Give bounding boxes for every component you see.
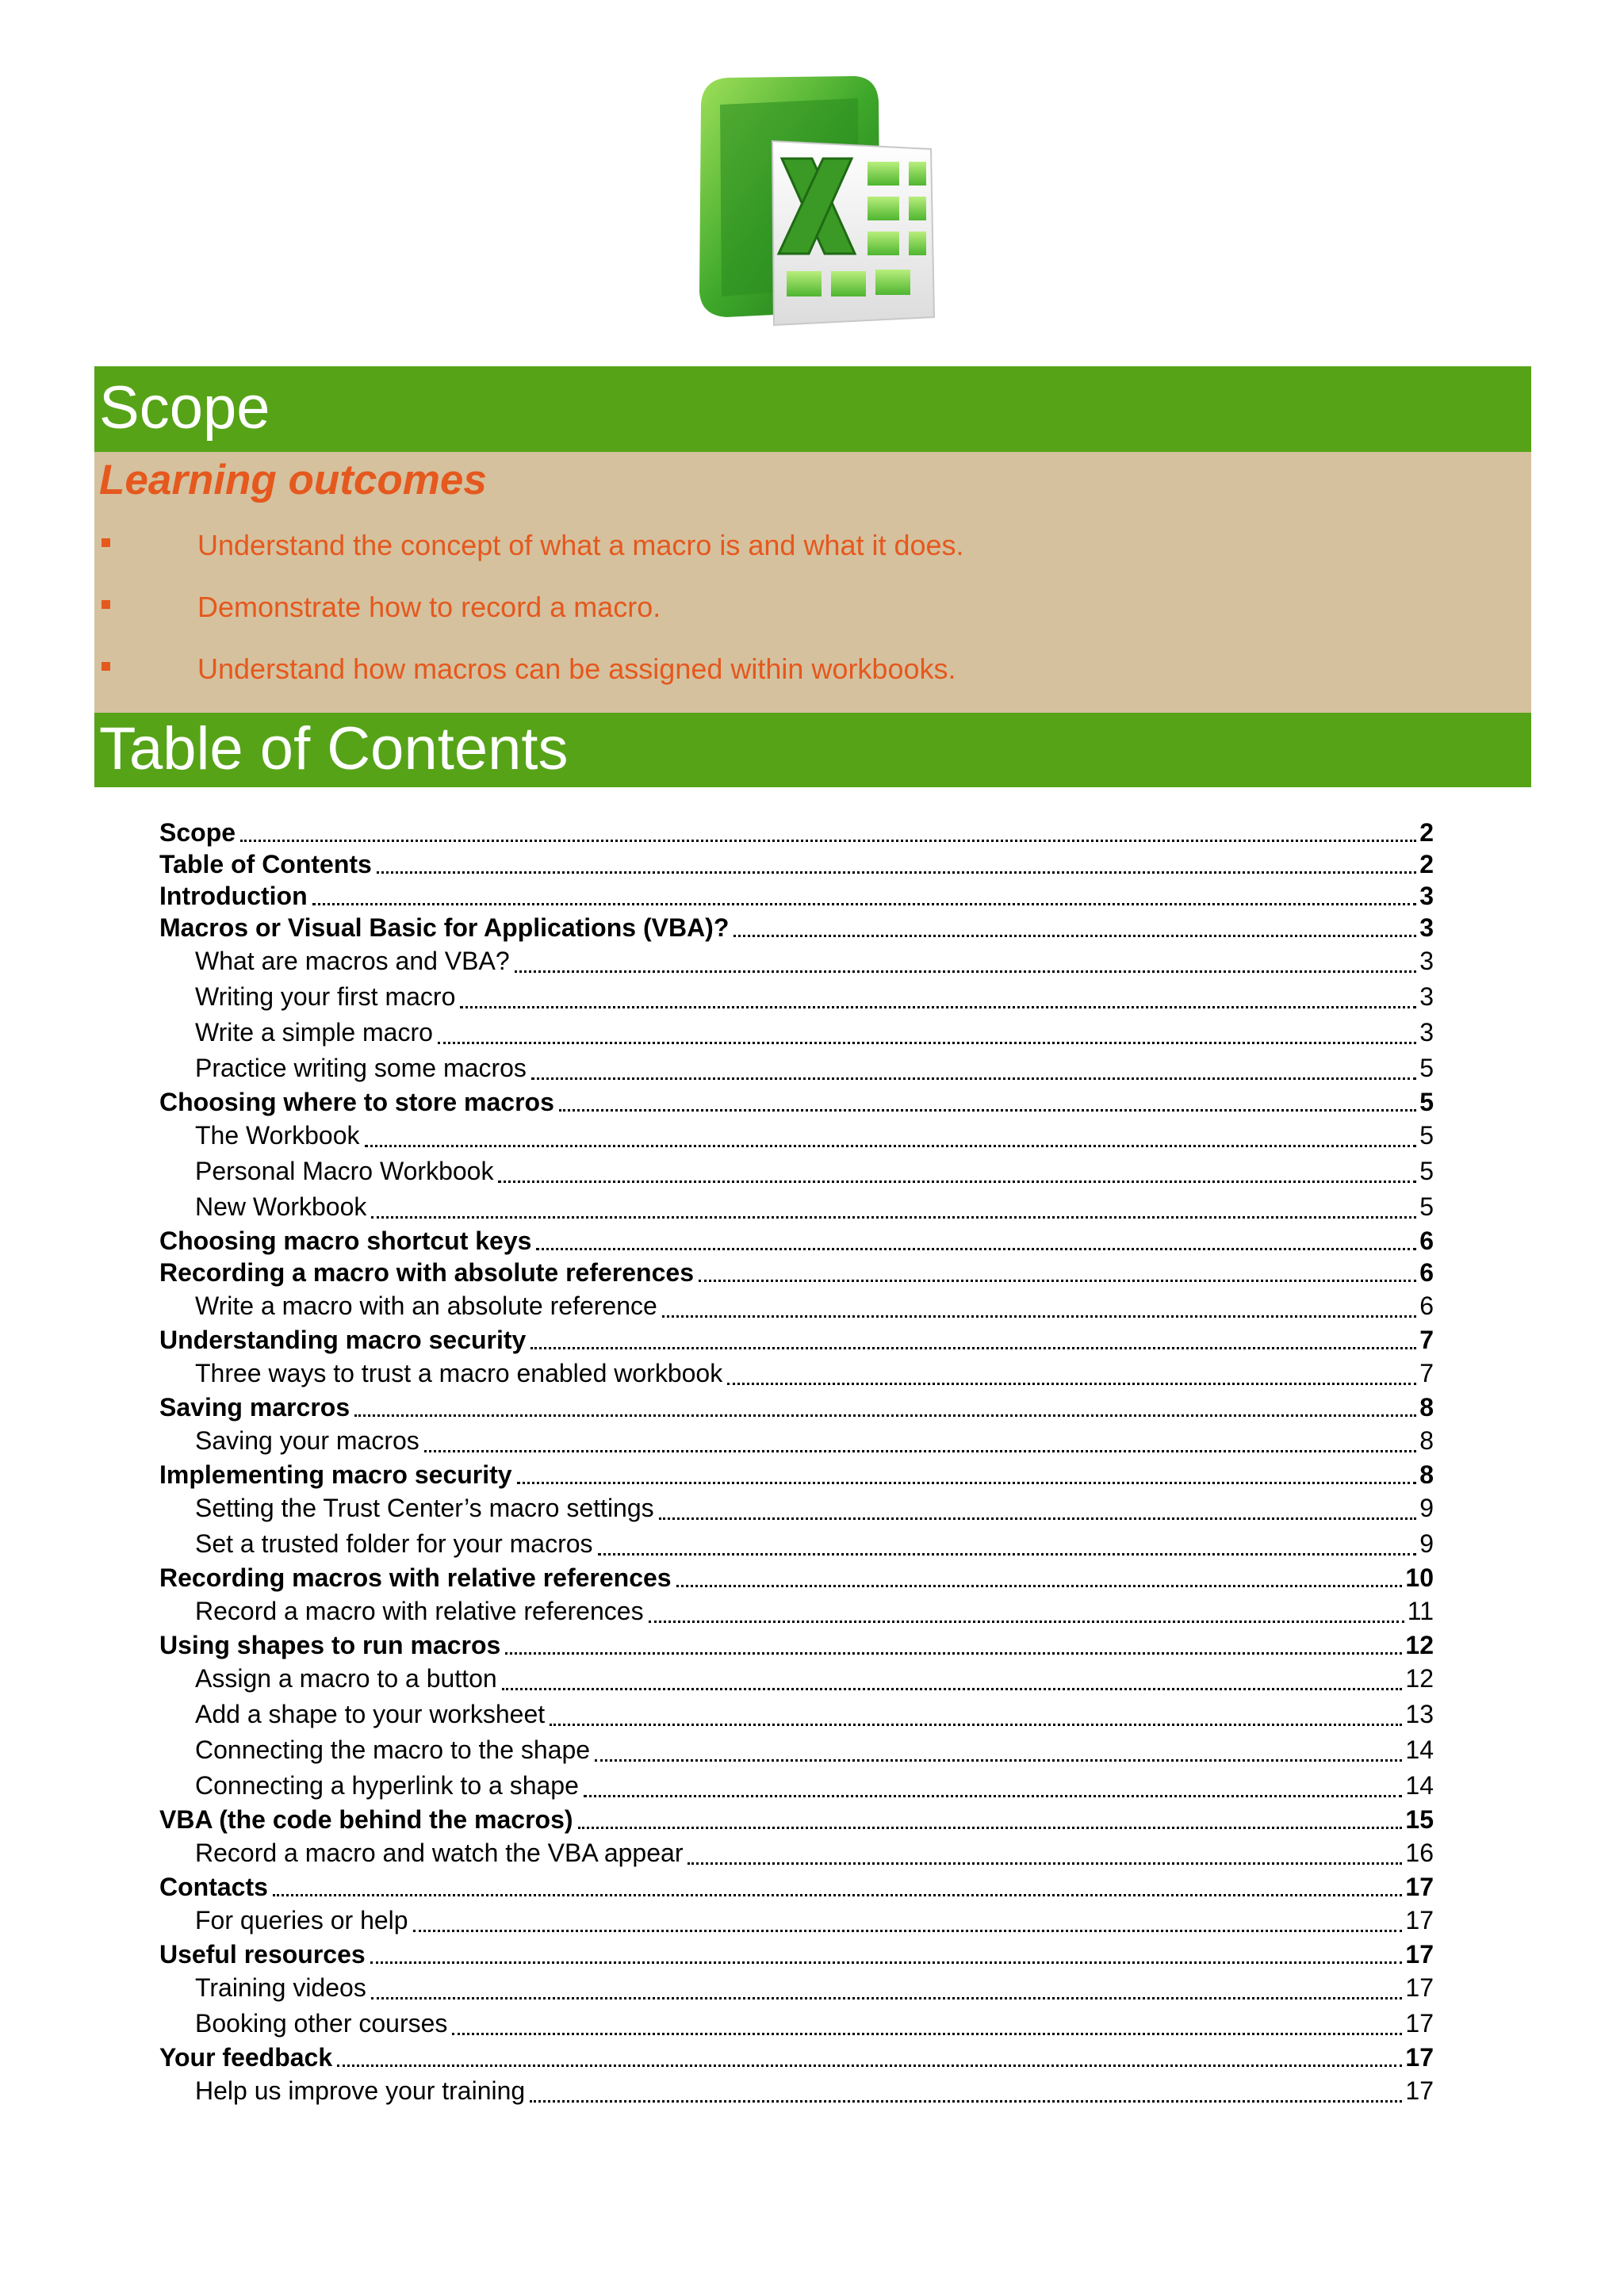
toc-dot-leader — [530, 2100, 1402, 2103]
toc-dot-leader — [595, 1759, 1402, 1762]
toc-entry-title[interactable]: For queries or help — [195, 1906, 408, 1934]
toc-entry-title[interactable]: Choosing where to store macros — [159, 1088, 554, 1116]
toc-entry-page: 6 — [1419, 1258, 1434, 1287]
toc-entry-page: 17 — [1405, 1940, 1434, 1969]
toc-entry-title[interactable]: Setting the Trust Center’s macro settings — [195, 1494, 654, 1522]
toc-dot-leader — [438, 1042, 1416, 1044]
toc-entry-page: 5 — [1419, 1121, 1434, 1150]
toc-entry-page: 10 — [1405, 1563, 1434, 1592]
toc-entry-title[interactable]: Table of Contents — [159, 850, 372, 878]
outcome-text: Understand the concept of what a macro is and what it does. — [197, 529, 964, 561]
toc-entry[interactable] — [159, 2006, 1434, 2042]
toc-entry[interactable] — [159, 1490, 1434, 1526]
toc-entry-title[interactable]: Set a trusted folder for your macros — [195, 1529, 593, 1558]
toc-entry[interactable] — [159, 1804, 1434, 1835]
toc-entry[interactable] — [159, 1871, 1434, 1903]
toc-dot-leader — [550, 1724, 1402, 1726]
toc-entry-page: 9 — [1419, 1494, 1434, 1522]
toc-entry-title[interactable]: What are macros and VBA? — [195, 947, 510, 975]
toc-entry-title[interactable]: Connecting the macro to the shape — [195, 1735, 591, 1764]
toc-entry[interactable] — [159, 1324, 1434, 1356]
toc-entry[interactable] — [159, 1629, 1434, 1661]
toc-dot-leader — [354, 1414, 1416, 1417]
toc-entry-page: 6 — [1419, 1226, 1434, 1255]
toc-dot-leader — [727, 1383, 1416, 1385]
toc-entry[interactable] — [159, 1562, 1434, 1594]
toc-entry-page: 17 — [1405, 2043, 1434, 2072]
toc-entry[interactable] — [159, 1086, 1434, 1118]
toc-entry-page: 12 — [1405, 1664, 1434, 1693]
toc-list — [159, 817, 1434, 2109]
toc-dot-leader — [531, 1077, 1416, 1080]
toc-entry[interactable] — [159, 1225, 1434, 1257]
toc-entry[interactable] — [159, 1835, 1434, 1871]
toc-entry[interactable] — [159, 1903, 1434, 1938]
toc-dot-leader — [371, 1216, 1416, 1219]
toc-dot-leader — [498, 1181, 1416, 1183]
square-bullet-icon — [102, 600, 110, 609]
toc-entry-page: 7 — [1419, 1326, 1434, 1354]
learning-outcomes-heading: Learning outcomes — [99, 457, 487, 503]
toc-entry-page: 17 — [1405, 2076, 1434, 2105]
toc-entry-page: 14 — [1405, 1771, 1434, 1800]
toc-entry[interactable] — [159, 880, 1434, 912]
excel-logo-icon — [679, 73, 945, 335]
toc-dot-leader — [530, 1347, 1416, 1349]
toc-entry-page: 8 — [1419, 1393, 1434, 1422]
toc-entry-page: 5 — [1419, 1088, 1434, 1116]
toc-entry-page: 17 — [1405, 1873, 1434, 1901]
toc-entry[interactable] — [159, 1189, 1434, 1225]
toc-entry[interactable] — [159, 1015, 1434, 1050]
toc-entry-title[interactable]: Write a simple macro — [195, 1018, 433, 1047]
toc-entry-title[interactable]: Introduction — [159, 882, 308, 910]
toc-dot-leader — [517, 1482, 1417, 1484]
toc-entry-page: 14 — [1405, 1735, 1434, 1764]
toc-dot-leader — [240, 840, 1416, 842]
toc-entry-title[interactable]: Saving your macros — [195, 1426, 419, 1455]
toc-entry[interactable] — [159, 979, 1434, 1015]
toc-entry-page: 5 — [1419, 1157, 1434, 1185]
toc-dot-leader — [578, 1827, 1403, 1829]
toc-entry-page: 3 — [1419, 882, 1434, 910]
toc-dot-leader — [505, 1652, 1402, 1655]
toc-dot-leader — [536, 1248, 1416, 1250]
toc-entry-title[interactable]: Macros or Visual Basic for Applications (VBA)? — [159, 913, 730, 942]
toc-entry-title[interactable]: Using shapes to run macros — [159, 1631, 501, 1659]
toc-entry-title[interactable]: Understanding macro security — [159, 1326, 527, 1354]
toc-dot-leader — [659, 1517, 1417, 1520]
toc-dot-leader — [733, 935, 1416, 937]
toc-entry-title[interactable]: VBA (the code behind the macros) — [159, 1805, 573, 1834]
toc-dot-leader — [515, 970, 1417, 973]
toc-entry[interactable] — [159, 1050, 1434, 1086]
square-bullet-icon — [102, 662, 110, 671]
toc-entry[interactable] — [159, 1970, 1434, 2006]
toc-entry-title[interactable]: Record a macro and watch the VBA appear — [195, 1839, 684, 1867]
toc-entry-page: 8 — [1419, 1460, 1434, 1489]
toc-dot-leader — [460, 1006, 1416, 1008]
toc-entry-title[interactable]: Personal Macro Workbook — [195, 1157, 494, 1185]
toc-entry-page: 2 — [1419, 850, 1434, 878]
toc-entry-page: 16 — [1405, 1839, 1434, 1867]
toc-entry[interactable] — [159, 1356, 1434, 1391]
toc-entry-title[interactable]: Recording a macro with absolute references — [159, 1258, 694, 1287]
toc-entry-page: 5 — [1419, 1054, 1434, 1082]
toc-dot-leader — [337, 2064, 1402, 2067]
toc-entry[interactable] — [159, 848, 1434, 880]
toc-dot-leader — [413, 1930, 1403, 1932]
toc-entry[interactable] — [159, 1288, 1434, 1324]
toc-entry-page: 9 — [1419, 1529, 1434, 1558]
toc-dot-leader — [452, 2033, 1402, 2035]
toc-entry-page: 3 — [1419, 1018, 1434, 1047]
toc-entry[interactable] — [159, 1594, 1434, 1629]
toc-entry[interactable] — [159, 943, 1434, 979]
toc-entry-title[interactable]: Help us improve your training — [195, 2076, 526, 2105]
learning-outcomes-box — [94, 452, 1531, 713]
toc-entry[interactable] — [159, 1732, 1434, 1768]
toc-entry[interactable] — [159, 912, 1434, 943]
toc-dot-leader — [598, 1553, 1417, 1556]
toc-entry-title[interactable]: Choosing macro shortcut keys — [159, 1226, 532, 1255]
toc-dot-leader — [699, 1280, 1416, 1282]
outcome-text: Demonstrate how to record a macro. — [197, 591, 661, 623]
toc-entry-title[interactable]: New Workbook — [195, 1192, 367, 1221]
scope-header — [94, 366, 1531, 452]
toc-entry-title[interactable]: Training videos — [195, 1973, 366, 2002]
toc-entry[interactable] — [159, 1768, 1434, 1804]
toc-dot-leader — [649, 1621, 1404, 1623]
toc-entry-page: 5 — [1419, 1192, 1434, 1221]
toc-title: Table of Contents — [99, 715, 569, 783]
toc-header — [94, 713, 1531, 787]
toc-entry[interactable] — [159, 1423, 1434, 1459]
toc-entry-title[interactable]: Scope — [159, 818, 236, 847]
toc-entry[interactable] — [159, 2073, 1434, 2109]
toc-entry[interactable] — [159, 1154, 1434, 1189]
toc-dot-leader — [370, 1961, 1403, 1964]
toc-entry[interactable] — [159, 1938, 1434, 1970]
scope-title: Scope — [99, 374, 270, 442]
toc-entry-title[interactable]: The Workbook — [195, 1121, 360, 1150]
toc-entry[interactable] — [159, 817, 1434, 848]
toc-dot-leader — [377, 871, 1416, 874]
toc-entry[interactable] — [159, 1391, 1434, 1423]
toc-entry-title[interactable]: Connecting a hyperlink to a shape — [195, 1771, 579, 1800]
toc-dot-leader — [559, 1109, 1416, 1112]
square-bullet-icon — [102, 538, 110, 547]
toc-entry-page: 3 — [1419, 982, 1434, 1011]
toc-entry-title[interactable]: Assign a macro to a button — [195, 1664, 497, 1693]
toc-dot-leader — [365, 1145, 1417, 1147]
toc-entry-title[interactable]: Booking other courses — [195, 2009, 448, 2038]
toc-entry-page: 11 — [1407, 1597, 1434, 1625]
toc-dot-leader — [273, 1894, 1403, 1896]
svg-text:X: X — [679, 73, 680, 74]
outcome-text: Understand how macros can be assigned within workbooks. — [197, 652, 956, 685]
toc-dot-leader — [676, 1585, 1403, 1587]
toc-entry-page: 3 — [1419, 913, 1434, 942]
toc-entry[interactable] — [159, 1459, 1434, 1490]
toc-entry-page: 17 — [1405, 1906, 1434, 1934]
toc-dot-leader — [688, 1862, 1402, 1865]
toc-entry-page: 7 — [1419, 1359, 1434, 1387]
toc-dot-leader — [312, 903, 1417, 905]
toc-entry[interactable] — [159, 1118, 1434, 1154]
toc-entry-page: 15 — [1405, 1805, 1434, 1834]
toc-entry-page: 6 — [1419, 1292, 1434, 1320]
toc-entry[interactable] — [159, 2042, 1434, 2073]
toc-entry-title[interactable]: Saving marcros — [159, 1393, 350, 1422]
toc-entry-title[interactable]: Your feedback — [159, 2043, 333, 2072]
toc-entry-title[interactable]: Record a macro with relative references — [195, 1597, 644, 1625]
toc-dot-leader — [502, 1688, 1403, 1690]
toc-dot-leader — [662, 1315, 1416, 1318]
toc-entry[interactable] — [159, 1697, 1434, 1732]
toc-entry-title[interactable]: Write a macro with an absolute reference — [195, 1292, 657, 1320]
toc-entry-page: 8 — [1419, 1426, 1434, 1455]
toc-entry[interactable] — [159, 1661, 1434, 1697]
toc-entry[interactable] — [159, 1526, 1434, 1562]
toc-entry-title[interactable]: Implementing macro security — [159, 1460, 512, 1489]
toc-entry-title[interactable]: Recording macros with relative references — [159, 1563, 672, 1592]
toc-entry-page: 17 — [1405, 1973, 1434, 2002]
toc-entry[interactable] — [159, 1257, 1434, 1288]
toc-dot-leader — [424, 1450, 1416, 1452]
toc-entry-title[interactable]: Writing your first macro — [195, 982, 456, 1011]
toc-entry-page: 13 — [1405, 1700, 1434, 1728]
toc-dot-leader — [371, 1997, 1403, 1999]
toc-entry-page: 3 — [1419, 947, 1434, 975]
toc-entry-page: 12 — [1405, 1631, 1434, 1659]
toc-entry-title[interactable]: Practice writing some macros — [195, 1054, 527, 1082]
toc-entry-title[interactable]: Useful resources — [159, 1940, 366, 1969]
toc-entry-title[interactable]: Add a shape to your worksheet — [195, 1700, 546, 1728]
toc-entry-page: 17 — [1405, 2009, 1434, 2038]
toc-entry-page: 2 — [1419, 818, 1434, 847]
toc-entry-title[interactable]: Contacts — [159, 1873, 268, 1901]
toc-dot-leader — [584, 1795, 1403, 1797]
toc-entry-title[interactable]: Three ways to trust a macro enabled workbook — [195, 1359, 723, 1387]
